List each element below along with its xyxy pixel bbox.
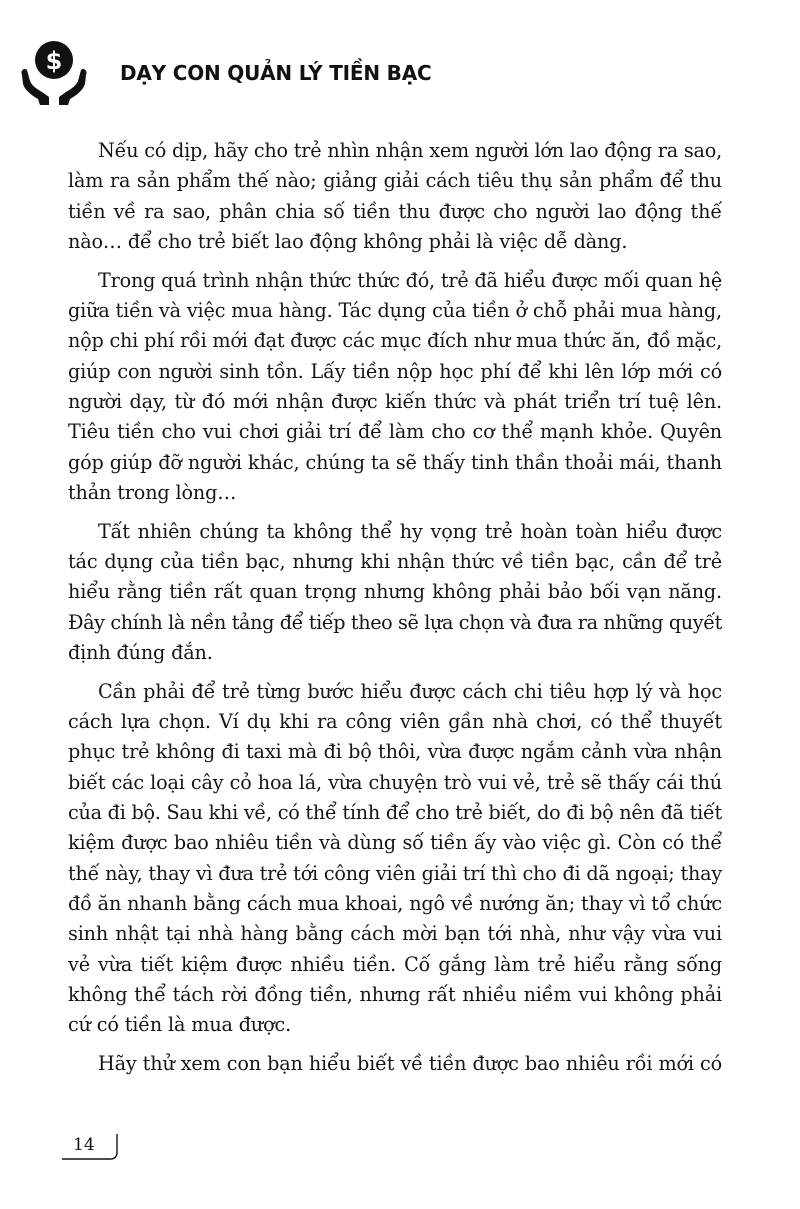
book-title: DẠY CON QUẢN LÝ TIỀN BẠC [120, 61, 432, 85]
text-line: sinh nhật tại nhà hàng bằng cách mời bạn tới nhà, như vậy vừa vui [68, 922, 722, 946]
paragraph [68, 136, 722, 257]
page-body [68, 136, 722, 1088]
hands-holding-dollar-coin-icon [18, 37, 90, 105]
paragraph [68, 1049, 722, 1079]
text-line: cách lựa chọn. Ví dụ khi ra công viên gần nhà chơi, có thể thuyết [68, 710, 722, 734]
paragraph [68, 266, 722, 508]
paragraph [68, 517, 722, 668]
text-line: Tất nhiên chúng ta không thể hy vọng trẻ hoàn toàn hiểu được [98, 519, 722, 543]
text-line: nộp chi phí rồi mới đạt được các mục đích như mua thức ăn, đồ mặc, [68, 329, 722, 353]
text-line: làm ra sản phẩm thế nào; giảng giải cách tiêu thụ sản phẩm để thu [68, 169, 722, 193]
text-line: Cần phải để trẻ từng bước hiểu được cách chi tiêu hợp lý và học [98, 679, 722, 703]
text-line: biết các loại cây cỏ hoa lá, vừa chuyện trò vui vẻ, trẻ sẽ thấy cái thú [68, 770, 722, 794]
text-line: thế này, thay vì đưa trẻ tới công viên giải trí thì cho đi dã ngoại; thay [68, 861, 722, 885]
text-line: Tiêu tiền cho vui chơi giải trí để làm cho cơ thể mạnh khỏe. Quyên [68, 420, 722, 444]
text-line: đồ ăn nhanh bằng cách mua khoai, ngô về nướng ăn; thay vì tổ chức [68, 891, 722, 915]
page-number: 14 [73, 1135, 95, 1155]
text-line: tác dụng của tiền bạc, nhưng khi nhận thức về tiền bạc, cần để trẻ [68, 550, 722, 574]
text-line: vẻ vừa tiết kiệm được nhiều tiền. Cố gắng làm trẻ hiểu rằng sống [68, 952, 722, 976]
svg-text:$: $ [45, 47, 63, 75]
text-line: người dạy, từ đó mới nhận được kiến thức và phát triển trí tuệ lên. [68, 389, 722, 413]
text-line: thản trong lòng… [68, 480, 237, 504]
text-line: Hãy thử xem con bạn hiểu biết về tiền được bao nhiêu rồi mới có [98, 1051, 722, 1075]
paragraph [68, 677, 722, 1041]
text-line: của đi bộ. Sau khi về, có thể tính để cho trẻ biết, do đi bộ nên đã tiết [68, 801, 722, 825]
text-line: kiệm được bao nhiêu tiền và dùng số tiền ấy vào việc gì. Còn có thể [68, 831, 722, 855]
text-line: hiểu rằng tiền rất quan trọng nhưng không phải bảo bối vạn năng. [68, 580, 722, 604]
page-footer [60, 1132, 170, 1162]
text-line: Trong quá trình nhận thức thức đó, trẻ đã hiểu được mối quan hệ [98, 268, 722, 292]
text-line: nào… để cho trẻ biết lao động không phải là việc dễ dàng. [68, 229, 628, 253]
text-line: không thể tách rời đồng tiền, nhưng rất nhiều niềm vui không phải [68, 982, 722, 1006]
text-line: giúp con người sinh tồn. Lấy tiền nộp học phí để khi lên lớp mới có [68, 359, 722, 383]
text-line: tiền về ra sao, phân chia số tiền thu được cho người lao động thế [68, 199, 722, 223]
text-line: định đúng đắn. [68, 640, 213, 664]
text-line: Nếu có dịp, hãy cho trẻ nhìn nhận xem người lớn lao động ra sao, [98, 139, 722, 162]
text-line: giữa tiền và việc mua hàng. Tác dụng của tiền ở chỗ phải mua hàng, [68, 299, 722, 323]
running-header [18, 36, 431, 106]
text-line: phục trẻ không đi taxi mà đi bộ thôi, vừa được ngắm cảnh vừa nhận [68, 740, 722, 764]
text-line: cứ có tiền là mua được. [68, 1013, 292, 1037]
text-line: góp giúp đỡ người khác, chúng ta sẽ thấy tinh thần thoải mái, thanh [68, 450, 722, 474]
text-line: Đây chính là nền tảng để tiếp theo sẽ lựa chọn và đưa ra những quyết [68, 610, 722, 634]
